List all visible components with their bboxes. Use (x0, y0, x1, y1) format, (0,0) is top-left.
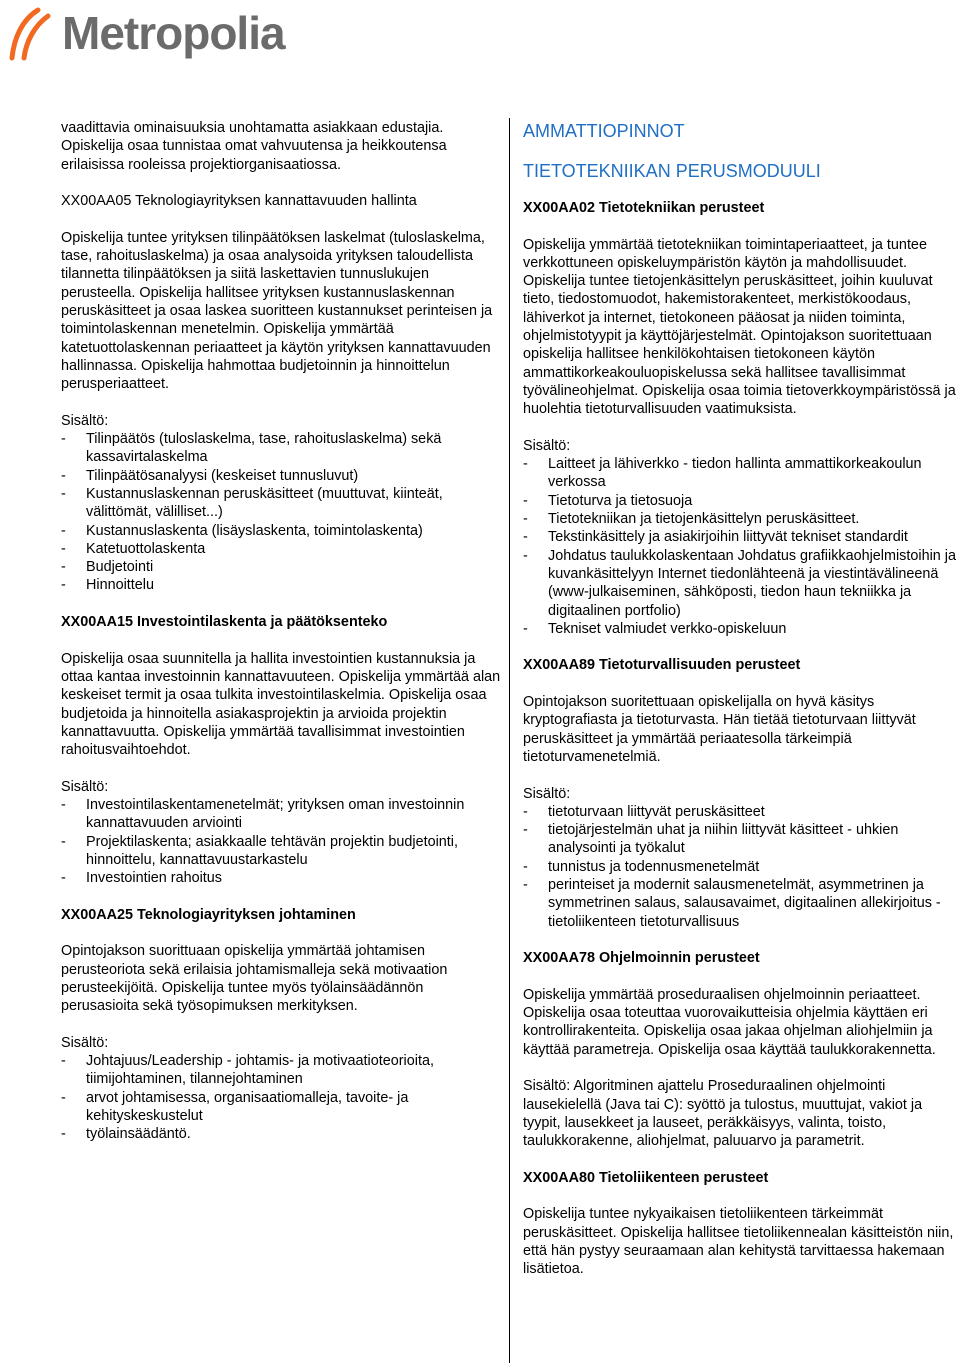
module-title: XX00AA02 Tietotekniikan perusteet (523, 200, 765, 216)
list-item: - Investointien rahoitus (61, 869, 501, 887)
left-column (61, 119, 501, 1162)
list-item: - työlainsäädäntö. (61, 1125, 501, 1143)
list-item: - Kustannuslaskenta (lisäyslaskenta, toimintolaskenta) (61, 522, 501, 540)
list-item: - tietojärjestelmän uhat ja niihin liittyvät käsitteet - uhkien analysointi ja työkalut (523, 821, 960, 858)
module-xx00aa89 (523, 656, 960, 930)
list-item: - Johtajuus/Leadership - johtamis- ja motivaatioteorioita, tiimijohtaminen, tilannejohtaminen (61, 1052, 501, 1089)
module-description: Opiskelija osaa suunnitella ja hallita investointien kustannuksia ja ottaa kantaa investoinnin kannattavuuteen. Opiskelija ymmärtää alan keskeiset termit ja osaa tulkita investointilaskelmia. Opiskelija osaa budjetoida ja hinnoitella asiakasprojektin ja arvioida projektin kannattavuutta. Opiskelija ymmärtää tavallisimmat investointien rahoitusvaihtoehdot. (61, 650, 501, 759)
module-title: XX00AA25 Teknologiayrityksen johtaminen (61, 906, 356, 923)
section-heading: AMMATTIOPINNOT (523, 121, 685, 141)
module-title: XX00AA15 Investointilaskenta ja päätöksenteko (61, 614, 388, 631)
contents-label: Sisältö: (61, 412, 109, 429)
list-item: - perinteiset ja modernit salausmenetelmät, asymmetrinen ja symmetrinen salaus, salausavaimet, digitaalinen allekirjoitus - tietoliikenteen tietoturvallisuus (523, 876, 960, 931)
module-title: XX00AA78 Ohjelmoinnin perusteet (523, 950, 760, 967)
contents-list (523, 803, 960, 931)
contents-list (61, 430, 501, 595)
module-title: XX00AA89 Tietoturvallisuuden perusteet (523, 657, 801, 674)
logo-text: Metropolia (62, 7, 285, 59)
list-item: - tunnistus ja todennusmenetelmät (523, 858, 960, 876)
intro-paragraph: vaadittavia ominaisuuksia unohtamatta asiakkaan edustajia. Opiskelija osaa tunnistaa omat vahvuutensa ja heikkoutensa erilaisissa rooleissa projektiorganisaatiossa. (61, 120, 447, 173)
module-description: Opiskelija tuntee nykyaikaisen tietoliikenteen tärkeimmät peruskäsitteet. Opiskelija hallitsee tietoliikennealan käsitteistön niin, että hän pystyy seuraamaan alan kehitystä tarvittaessa hakemaan lisätietoa. (523, 1206, 954, 1278)
list-item: - Budjetointi (61, 558, 501, 576)
module-xx00aa25 (61, 906, 501, 1144)
list-item: - Tekstinkäsittely ja asiakirjoihin liittyvät tekniset standardit (523, 528, 960, 546)
list-item: - Tilinpäätösanalyysi (keskeiset tunnusluvut) (61, 467, 501, 485)
list-item: - Laitteet ja lähiverkko - tiedon hallinta ammattikorkeakoulun verkossa (523, 455, 960, 492)
metropolia-logo (8, 2, 285, 62)
list-item: - Tietoturva ja tietosuoja (523, 492, 960, 510)
module-description: Opiskelija ymmärtää tietotekniikan toimintaperiaatteet, ja tuntee verkkottuneen opiskeluympäristön käytön ja mahdollisuudet. Opiskelija tuntee tietojenkäsittelyn peruskäsitteet, joihin kuuluvat tieto, tiedostomuodot, hakemistorakenteet, merkistökoodaus, lähiverkot ja internet, tietokoneen pääosat ja niiden toiminta, ohjelmistotyypit ja käyttöjärjestelmät. Opintojakson suoritettuaan opiskelija hallitsee henkilökohtaisen tietokoneen käytön ammattikorkeakouluopiskelussa sekä hallitsee tavallisimmat työvälineohjelmat. Opiskelija osaa toimia tietoverkkoympäristössä ja huolehtia tietoturvallisuuden vaatimuksista. (523, 236, 956, 418)
module-title: XX00AA05 Teknologiayrityksen kannattavuuden hallinta (61, 193, 417, 210)
contents-list (61, 796, 501, 887)
contents-label: Sisältö: (61, 1034, 109, 1051)
list-item: - Johdatus taulukkolaskentaan Johdatus grafiikkaohjelmistoihin ja kuvankäsittelyyn Internet tiedonlähteenä ja viestintävälineenä (www-julkaiseminen, sähköposti, tiedon haun tekniikka ja digitaalinen portfolio) (523, 547, 960, 620)
contents-list (61, 1052, 501, 1143)
module-xx00aa05 (61, 192, 501, 595)
module-description: Opintojakson suorittuaan opiskelija ymmärtää johtamisen perusteoriota sekä erilaisia johtamismalleja sekä motivaation perusteekijöitä. Opiskelija tuntee myös työlainsäädännön perusasioita sekä työsopimuksen merkityksen. (61, 943, 448, 1015)
list-item: - Kustannuslaskennan peruskäsitteet (muuttuvat, kiinteät, välittömät, välilliset...) (61, 485, 501, 522)
module-xx00aa15 (61, 613, 501, 887)
list-item: - Hinnoittelu (61, 576, 501, 594)
module-contents: Sisältö: Algoritminen ajattelu Prosedurаalinen ohjelmointi lausekielellä (Java tai C): syöttö ja tulostus, muuttujat, vakiot ja tyypit, lausekkeet ja lauseet, peräkkäisyys, valinta, toisto, taulukkorakenne, aliohjelmat, paluuarvo ja parametrit. (523, 1078, 923, 1150)
module-description: Opiskelija ymmärtää proseduraalisen ohjelmoinnin periaatteet. Opiskelija osaa toteuttaa vuorovaikutteisia ohjelmia käyttäen eri kontrollirakenteita. Opiskelija osaa jakaa ohjelman aliohjelmiin ja käyttää parametreja. Opiskelija osaa käyttää taulukkorakennetta. (523, 986, 936, 1058)
list-item: - Tekniset valmiudet verkko-opiskeluun (523, 620, 960, 638)
contents-label: Sisältö: (523, 437, 571, 454)
module-xx00aa80 (523, 1169, 960, 1279)
module-description: Opiskelija tuntee yrityksen tilinpäätöksen laskelmat (tuloslaskelma, tase, rahoituslaskelma) ja osaa analysoida yrityksen taloudellista tilannetta tilinpäätöksen ja siitä laskettavien tunnuslukujen perusteella. Opiskelija hallitsee yrityksen kustannuslaskennan peruskäsitteet ja osaa laskea suoritteen kustannukset perinteisen ja toimintolaskennan menetelmin. Opiskelija ymmärtää katetuottolaskennan periaatteet ja käytön yrityksen kannattavuuden hallinnassa. Opiskelija hahmottaa budjetoinnin ja hinnoittelun perusperiaatteet. (61, 229, 493, 393)
list-item: - Investointilaskentamenetelmät; yrityksen oman investoinnin kannattavuuden arviointi (61, 796, 501, 833)
right-column (523, 119, 960, 1297)
module-xx00aa78 (523, 949, 960, 1150)
list-item: - arvot johtamisessa, organisaatiomalleja, tavoite- ja kehityskeskustelut (61, 1089, 501, 1126)
contents-label: Sisältö: (61, 778, 109, 795)
list-item: - Projektilaskenta; asiakkaalle tehtävän projektin budjetointi, hinnoittelu, kannattavuustarkastelu (61, 833, 501, 870)
list-item: - Tietotekniikan ja tietojenkäsittelyn peruskäsitteet. (523, 510, 960, 528)
subsection-heading: TIETOTEKNIIKAN PERUSMODUULI (523, 161, 821, 181)
list-item: - Katetuottolaskenta (61, 540, 501, 558)
column-divider (509, 118, 510, 1363)
module-description: Opintojakson suoritettuaan opiskelijalla on hyvä käsitys kryptografiasta ja tietoturvasta. Hän tietää tietoturvaan liittyvät peruskäsitteet ja ymmärtää periaatesolla tärkeimpiä tietoturvamenetelmiä. (523, 694, 916, 765)
module-xx00aa02 (523, 199, 960, 638)
list-item: - Tilinpäätös (tuloslaskelma, tase, rahoituslaskelma) sekä kassavirtalaskelma (61, 430, 501, 467)
list-item: - tietoturvaan liittyvät peruskäsitteet (523, 803, 960, 821)
module-title: XX00AA80 Tietoliikenteen perusteet (523, 1169, 769, 1186)
logo-swoosh-icon (8, 2, 60, 62)
contents-list (523, 455, 960, 638)
contents-label: Sisältö: (523, 785, 571, 802)
